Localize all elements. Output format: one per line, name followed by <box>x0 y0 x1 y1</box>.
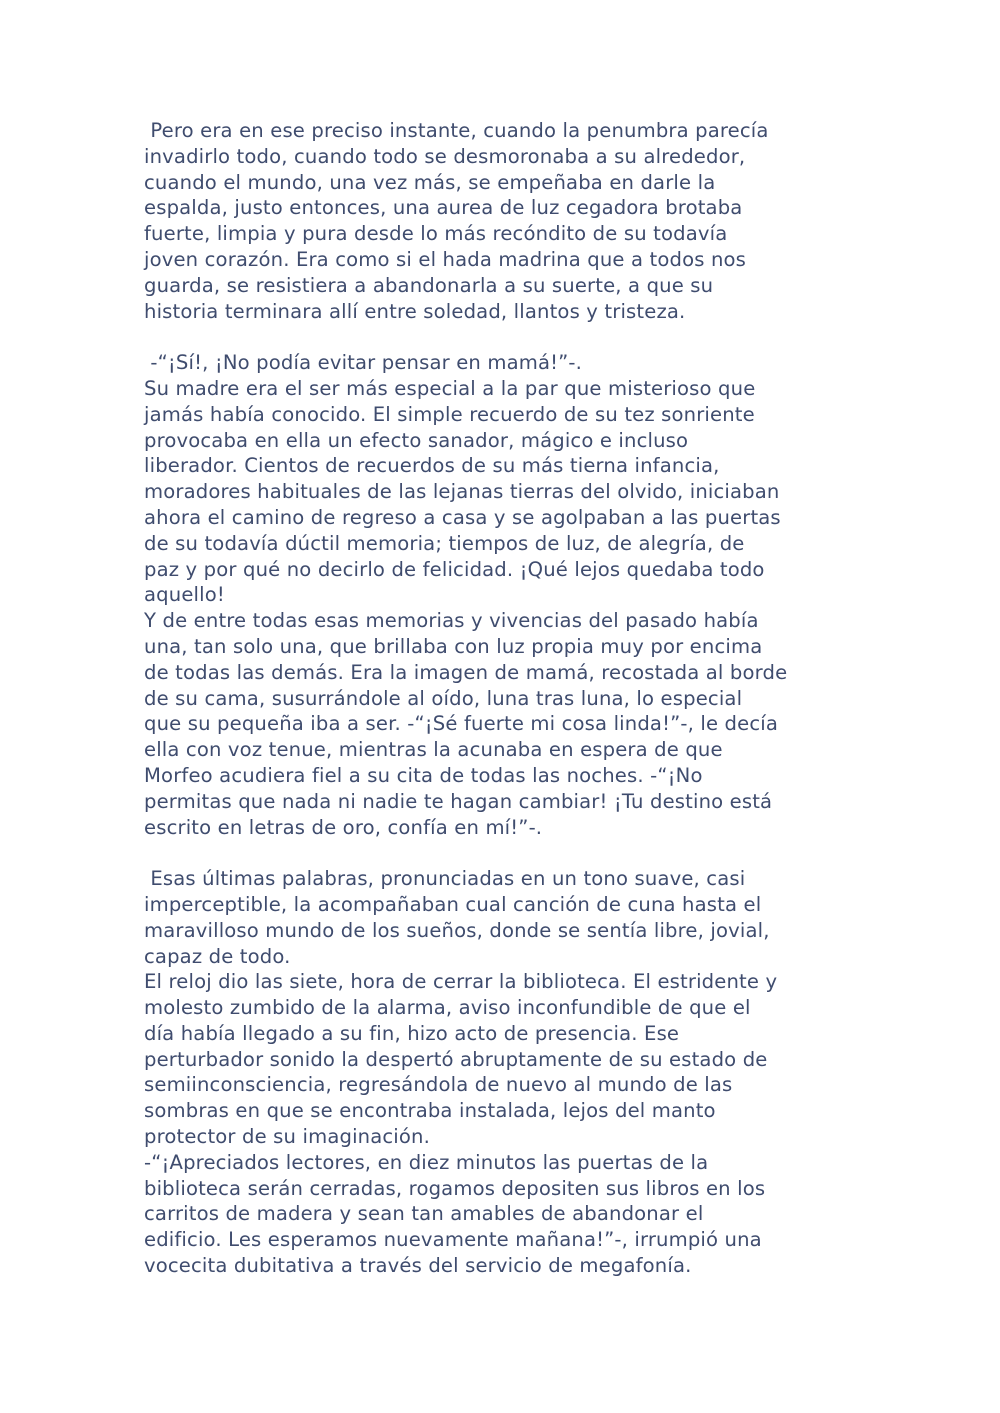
text-line: permitas que nada ni nadie te hagan cambiar! ¡Tu destino está <box>144 789 773 813</box>
text-line: Esas últimas palabras, pronunciadas en un tono suave, casi <box>144 867 746 891</box>
text-line: maravilloso mundo de los sueños, donde se sentía libre, jovial, <box>144 918 770 942</box>
text-line: cuando el mundo, una vez más, se empeñaba en darle la <box>144 170 716 194</box>
text-line: ahora el camino de regreso a casa y se agolpaban a las puertas <box>144 505 781 529</box>
text-line: ella con voz tenue, mientras la acunaba en espera de que <box>144 738 723 762</box>
text-line: semiinconsciencia, regresándola de nuevo al mundo de las <box>144 1073 733 1097</box>
text-line: vocecita dubitativa a través del servicio de megafonía. <box>144 1254 692 1278</box>
text-line: protector de su imaginación. <box>144 1125 430 1149</box>
text-line: edificio. Les esperamos nuevamente mañana!”-, irrumpió una <box>144 1228 762 1252</box>
text-line: Y de entre todas esas memorias y vivencias del pasado había <box>144 609 759 633</box>
paragraph-2 <box>144 350 864 840</box>
paragraph-1 <box>144 118 864 324</box>
text-line: molesto zumbido de la alarma, aviso inconfundible de que el <box>144 996 751 1020</box>
text-line: joven corazón. Era como si el hada madrina que a todos nos <box>144 247 747 271</box>
text-line: guarda, se resistiera a abandonarla a su suerte, a que su <box>144 273 714 297</box>
text-line: sombras en que se encontraba instalada, lejos del manto <box>144 1099 716 1123</box>
paragraph-gap <box>144 840 864 866</box>
text-line: El reloj dio las siete, hora de cerrar la biblioteca. El estridente y <box>144 970 778 994</box>
text-line: aquello! <box>144 583 225 607</box>
text-line: -“¡Apreciados lectores, en diez minutos las puertas de la <box>144 1150 709 1174</box>
text-line: espalda, justo entonces, una aurea de luz cegadora brotaba <box>144 196 743 220</box>
text-line: perturbador sonido la despertó abruptamente de su estado de <box>144 1047 768 1071</box>
text-line: que su pequeña iba a ser. -“¡Sé fuerte mi cosa linda!”-, le decía <box>144 712 779 736</box>
text-line: de su todavía dúctil memoria; tiempos de luz, de alegría, de <box>144 531 745 555</box>
text-line: -“¡Sí!, ¡No podía evitar pensar en mamá!”-. <box>144 351 583 375</box>
body-text <box>144 118 864 1279</box>
text-line: carritos de madera y sean tan amables de abandonar el <box>144 1202 704 1226</box>
text-line: día había llegado a su fin, hizo acto de presencia. Ese <box>144 1021 680 1045</box>
text-line: escrito en letras de oro, confía en mí!”-. <box>144 815 543 839</box>
text-line: provocaba en ella un efecto sanador, mágico e incluso <box>144 428 689 452</box>
text-line: invadirlo todo, cuando todo se desmoronaba a su alrededor, <box>144 144 746 168</box>
text-line: de su cama, susurrándole al oído, luna tras luna, lo especial <box>144 686 743 710</box>
text-line: capaz de todo. <box>144 944 291 968</box>
text-line: moradores habituales de las lejanas tierras del olvido, iniciaban <box>144 480 780 504</box>
text-line: paz y por qué no decirlo de felicidad. ¡Qué lejos quedaba todo <box>144 557 765 581</box>
text-line: liberador. Cientos de recuerdos de su más tierna infancia, <box>144 454 720 478</box>
text-line: jamás había conocido. El simple recuerdo de su tez sonriente <box>144 402 755 426</box>
paragraph-gap <box>144 324 864 350</box>
text-line: Pero era en ese preciso instante, cuando la penumbra parecía <box>144 119 769 142</box>
text-line: Su madre era el ser más especial a la par que misterioso que <box>144 376 756 400</box>
text-line: biblioteca serán cerradas, rogamos depositen sus libros en los <box>144 1176 766 1200</box>
text-line: fuerte, limpia y pura desde lo más recóndito de su todavía <box>144 222 728 246</box>
text-line: una, tan solo una, que brillaba con luz propia muy por encima <box>144 634 763 658</box>
text-line: Morfeo acudiera fiel a su cita de todas las noches. -“¡No <box>144 763 703 787</box>
text-line: historia terminara allí entre soledad, llantos y tristeza. <box>144 299 686 323</box>
text-line: imperceptible, la acompañaban cual canción de cuna hasta el <box>144 892 762 916</box>
paragraph-3 <box>144 866 864 1279</box>
text-line: de todas las demás. Era la imagen de mamá, recostada al borde <box>144 660 788 684</box>
